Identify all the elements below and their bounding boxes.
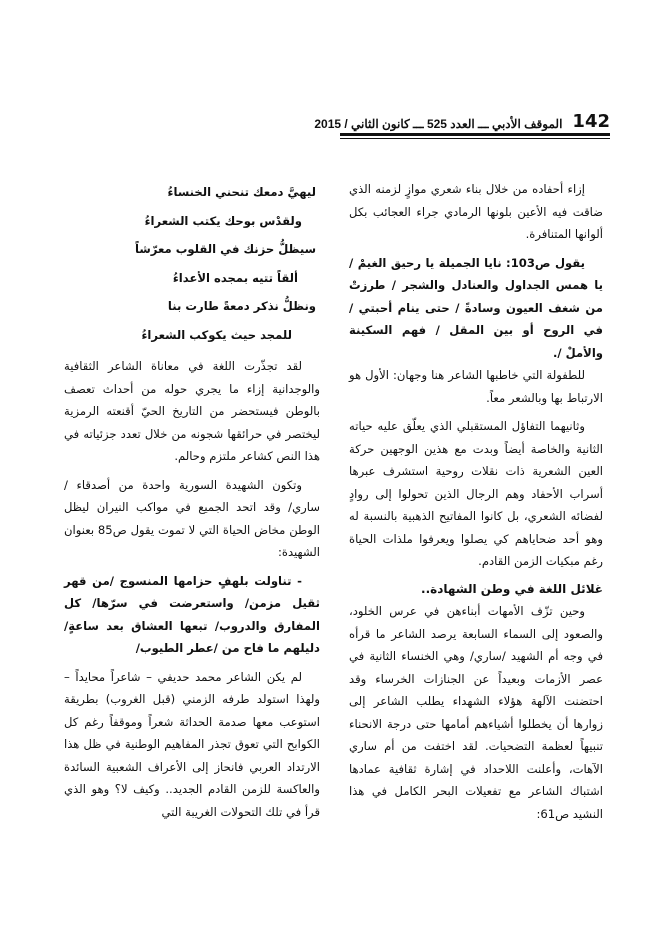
journal-running-head: الموقف الأدبي ـــ العدد 525 ـــ كانون الثاني / 2015: [314, 117, 563, 131]
section-heading: غلائل اللغة في وطن الشهادة..: [421, 581, 603, 596]
left-column: [64, 178, 320, 823]
page-number: 142: [572, 111, 610, 132]
paragraph: للطفولة التي خاطبها الشاعر هنا وجهان: الأول هو الارتباط بها وبالشعر معاً.: [349, 368, 603, 405]
poem-verse: ألقاً تتيه بمجده الأعداءُ: [172, 270, 298, 285]
poem-verse: سيظلُّ حزنك في القلوب معرّشاً: [135, 242, 316, 256]
quoted-poem-paragraph: يقول ص103: نايا الجميلة يا رحيق الغيمْ / يا همس الجداول والعنادل والشجر / طرزتْ من شغف العيون وسادةً / حتى ينام أحبتي / في الروح أو بين المقل / فهم السكينة والأملْ /.: [349, 255, 603, 360]
poem-verse: ولقدْس بوحك يكتب الشعراءُ: [144, 213, 302, 228]
paragraph: وتكون الشهيدة السورية واحدة من أصدقاء /ساري/ وقد اتحد الجميع في مواكب النيران ليظل الوطن مخاض الحياة التي لا تموت يقول ص85 بعنوان الشهيدة:: [64, 477, 321, 559]
running-header: [314, 110, 610, 132]
right-column: [349, 178, 603, 825]
paragraph: إزاء أحفاده من خلال بناء شعري موازٍ لزمنه الذي ضاقت فيه الأعين بلونها الرمادي جراء العجائب بكل ألوانها المتنافرة.: [349, 182, 603, 241]
poem-verse: ليهيَّ دمعك تنحني الخنساءُ: [167, 185, 316, 199]
quoted-poem-paragraph: - تناولت بلهفٍ حزامها المنسوج /من قهر ثقيل مزمن/ واستعرضت في سرّها/ كل المفارق والدروب/ تبعها العشاق بعد ساعةٍ/ دليلهم ما فاح من /عطر الطيوب/: [64, 573, 320, 655]
paragraph: لقد تجذّرت اللغة في معاناة الشاعر الثقافية والوجدانية إزاء ما يجري حوله من أحداث تعصف بالوطن فيستحضر من التاريخ الحيّ أقنعته الرمزية ليختصر في حرائقها شجونه من خلال تعدد جزئياته في هذا النص كشاعر ملتزم وحالم.: [64, 359, 320, 463]
poem-verse: للمجد حيث يكوكب الشعراءُ: [141, 327, 292, 342]
header-divider: [340, 133, 610, 139]
paragraph: وثانيهما التفاؤل المستقبلي الذي يعلّق عليه حياته الثانية والخاصة أيضاً وبدت مع هذين الوجهين حركة العين الشعرية ذات نقلات روحية استشرف عبرها أسراب الأحفاد وهم الرجال الذين تحولوا إلى روادٍ لفضائه الشعري، بل كانوا المفاتيح الذهبية بالنسبة له وهو أحد ضحاياهم كي يصلوا ويعرفوا ملذات الحياة رغم مبكيات الزمن القادم.: [349, 419, 603, 568]
paragraph: وحين تزّف الأمهات أبناءهن في عرس الخلود، والصعود إلى السماء السابعة يرصد الشاعر ما قرأه في وجه أم الشهيد /ساري/ وهي الخنساء الثانية في عصر الأزمات وبعيداً عن الجنازات الخرساء وقد احتضنت الآلهة هؤلاء الشهداء يطلب الشاعر إلى زوارها أن يخطلوا أشياءهم أمامها حتى درجة الانحناء تنبيهاً لعظمة التضحيات. لقد اختفت من أم ساري الآهات، وأعلنت اللاحداد في إشارة ثقافية عمادها اشتباك الشاعر مع تفعيلات البحر الكامل في هذا النشيد ص61:: [349, 604, 603, 821]
poem-verse: ونظلُّ نذكر دمعةً طارت بنا: [167, 299, 316, 313]
paragraph: لم يكن الشاعر محمد حديفي – شاعراً محايداً – ولهذا استولد طرفه الزمني (قبل الغروب) بطريقة استوعب معها صدمة الحداثة شعراً وموقفاً رغم كل الكوابح التي تعوق تجذر المفاهيم الوطنية في ظل هذا الارتداد العربي فانحاز إلى الأعراف الشعبية السائدة والعاكسة للزمن القادم الجديد.. وكيف لا؟ وهو الذي قرأ في تلك التحولات الغريبة التي: [64, 669, 320, 819]
